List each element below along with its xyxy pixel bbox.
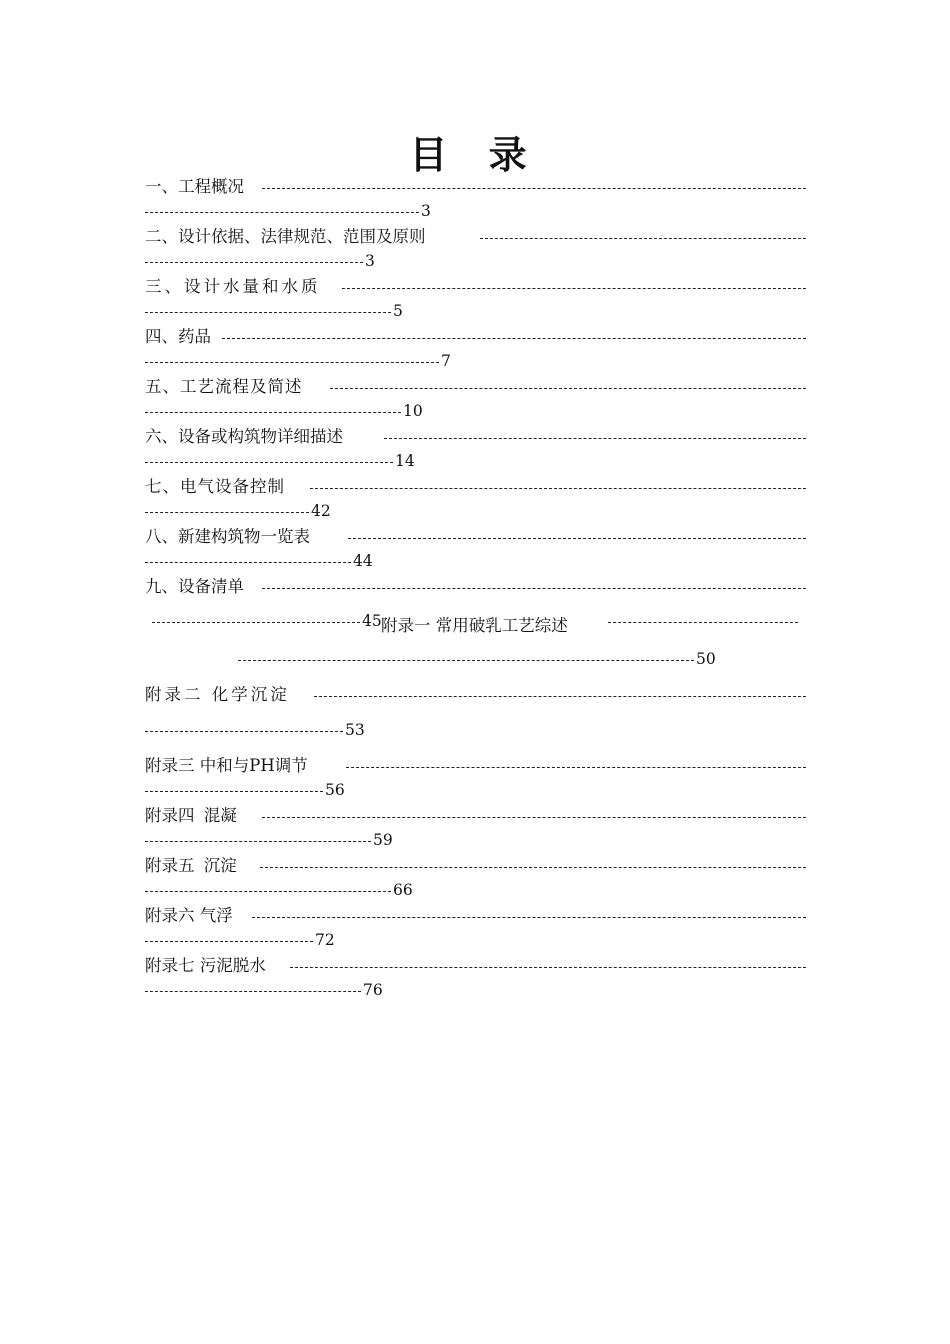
leader-dots: [145, 562, 351, 563]
leader-dots: [152, 622, 360, 623]
leader-dots: [262, 817, 806, 818]
leader-dots: [262, 188, 806, 189]
toc-entry-label: 五、工艺流程及简述: [145, 377, 303, 396]
toc-entry-page: 44: [353, 552, 373, 570]
toc-entry-page: 3: [421, 202, 431, 220]
leader-dots: [145, 262, 363, 263]
leader-dots: [145, 212, 419, 213]
toc-entry-label: 三、设计水量和水质: [145, 277, 321, 296]
leader-dots: [480, 238, 806, 239]
leader-dots: [145, 941, 313, 942]
leader-dots: [384, 438, 806, 439]
leader-dots: [145, 731, 343, 732]
toc-entry-label: 附录四 混凝: [145, 806, 237, 825]
leader-dots: [262, 588, 806, 589]
toc-entry-label: 附录二 化学沉淀: [145, 685, 290, 704]
toc-entry-page: 14: [395, 452, 415, 470]
leader-dots: [290, 967, 806, 968]
toc-entry-label: 四、药品: [145, 327, 211, 346]
page-title: 目 录: [409, 133, 541, 177]
leader-dots: [145, 412, 401, 413]
leader-dots: [252, 917, 806, 918]
leader-dots: [145, 462, 393, 463]
leader-dots: [346, 767, 806, 768]
toc-entry-page: 10: [403, 402, 423, 420]
toc-entry-page: 7: [441, 352, 451, 370]
toc-entry-page: 53: [345, 721, 365, 739]
leader-dots: [260, 867, 806, 868]
leader-dots: [310, 488, 806, 489]
toc-entry-page: 42: [311, 502, 331, 520]
leader-dots: [145, 991, 361, 992]
toc-entry-page: 59: [373, 831, 393, 849]
toc-entry-label: 九、设备清单: [145, 577, 244, 596]
toc-entry-label: 附录六 气浮: [145, 906, 233, 925]
toc-entry-page: 45: [362, 612, 382, 630]
leader-dots: [222, 338, 806, 339]
toc-entry-label: 七、电气设备控制: [145, 477, 285, 496]
leader-dots: [314, 696, 806, 697]
toc-entry-label: 附录五 沉淀: [145, 856, 237, 875]
toc-entry-label: 八、新建构筑物一览表: [145, 527, 310, 546]
leader-dots: [348, 538, 806, 539]
leader-dots: [145, 841, 371, 842]
toc-entry-label: 六、设备或构筑物详细描述: [145, 427, 343, 446]
leader-dots: [145, 791, 323, 792]
toc-entry-page: 66: [393, 881, 413, 899]
toc-entry-page: 56: [325, 781, 345, 799]
toc-entry-label: 附录三 中和与PH调节: [145, 756, 308, 775]
toc-entry-label: 附录一 常用破乳工艺综述: [381, 616, 568, 635]
toc-entry-page: 5: [393, 302, 403, 320]
toc-entry-page: 3: [365, 252, 375, 270]
toc-entry-label: 二、设计依据、法律规范、范围及原则: [145, 227, 426, 246]
leader-dots: [238, 660, 694, 661]
toc-entry-label: 一、工程概况: [145, 177, 244, 196]
leader-dots: [145, 512, 309, 513]
leader-dots: [608, 622, 798, 623]
toc-entry-page: 76: [363, 981, 383, 999]
leader-dots: [145, 362, 439, 363]
toc-entry-page: 50: [696, 650, 716, 668]
toc-entry-label: 附录七 污泥脱水: [145, 956, 266, 975]
leader-dots: [145, 891, 391, 892]
leader-dots: [330, 388, 806, 389]
leader-dots: [145, 312, 391, 313]
leader-dots: [342, 288, 806, 289]
toc-entry-page: 72: [315, 931, 335, 949]
